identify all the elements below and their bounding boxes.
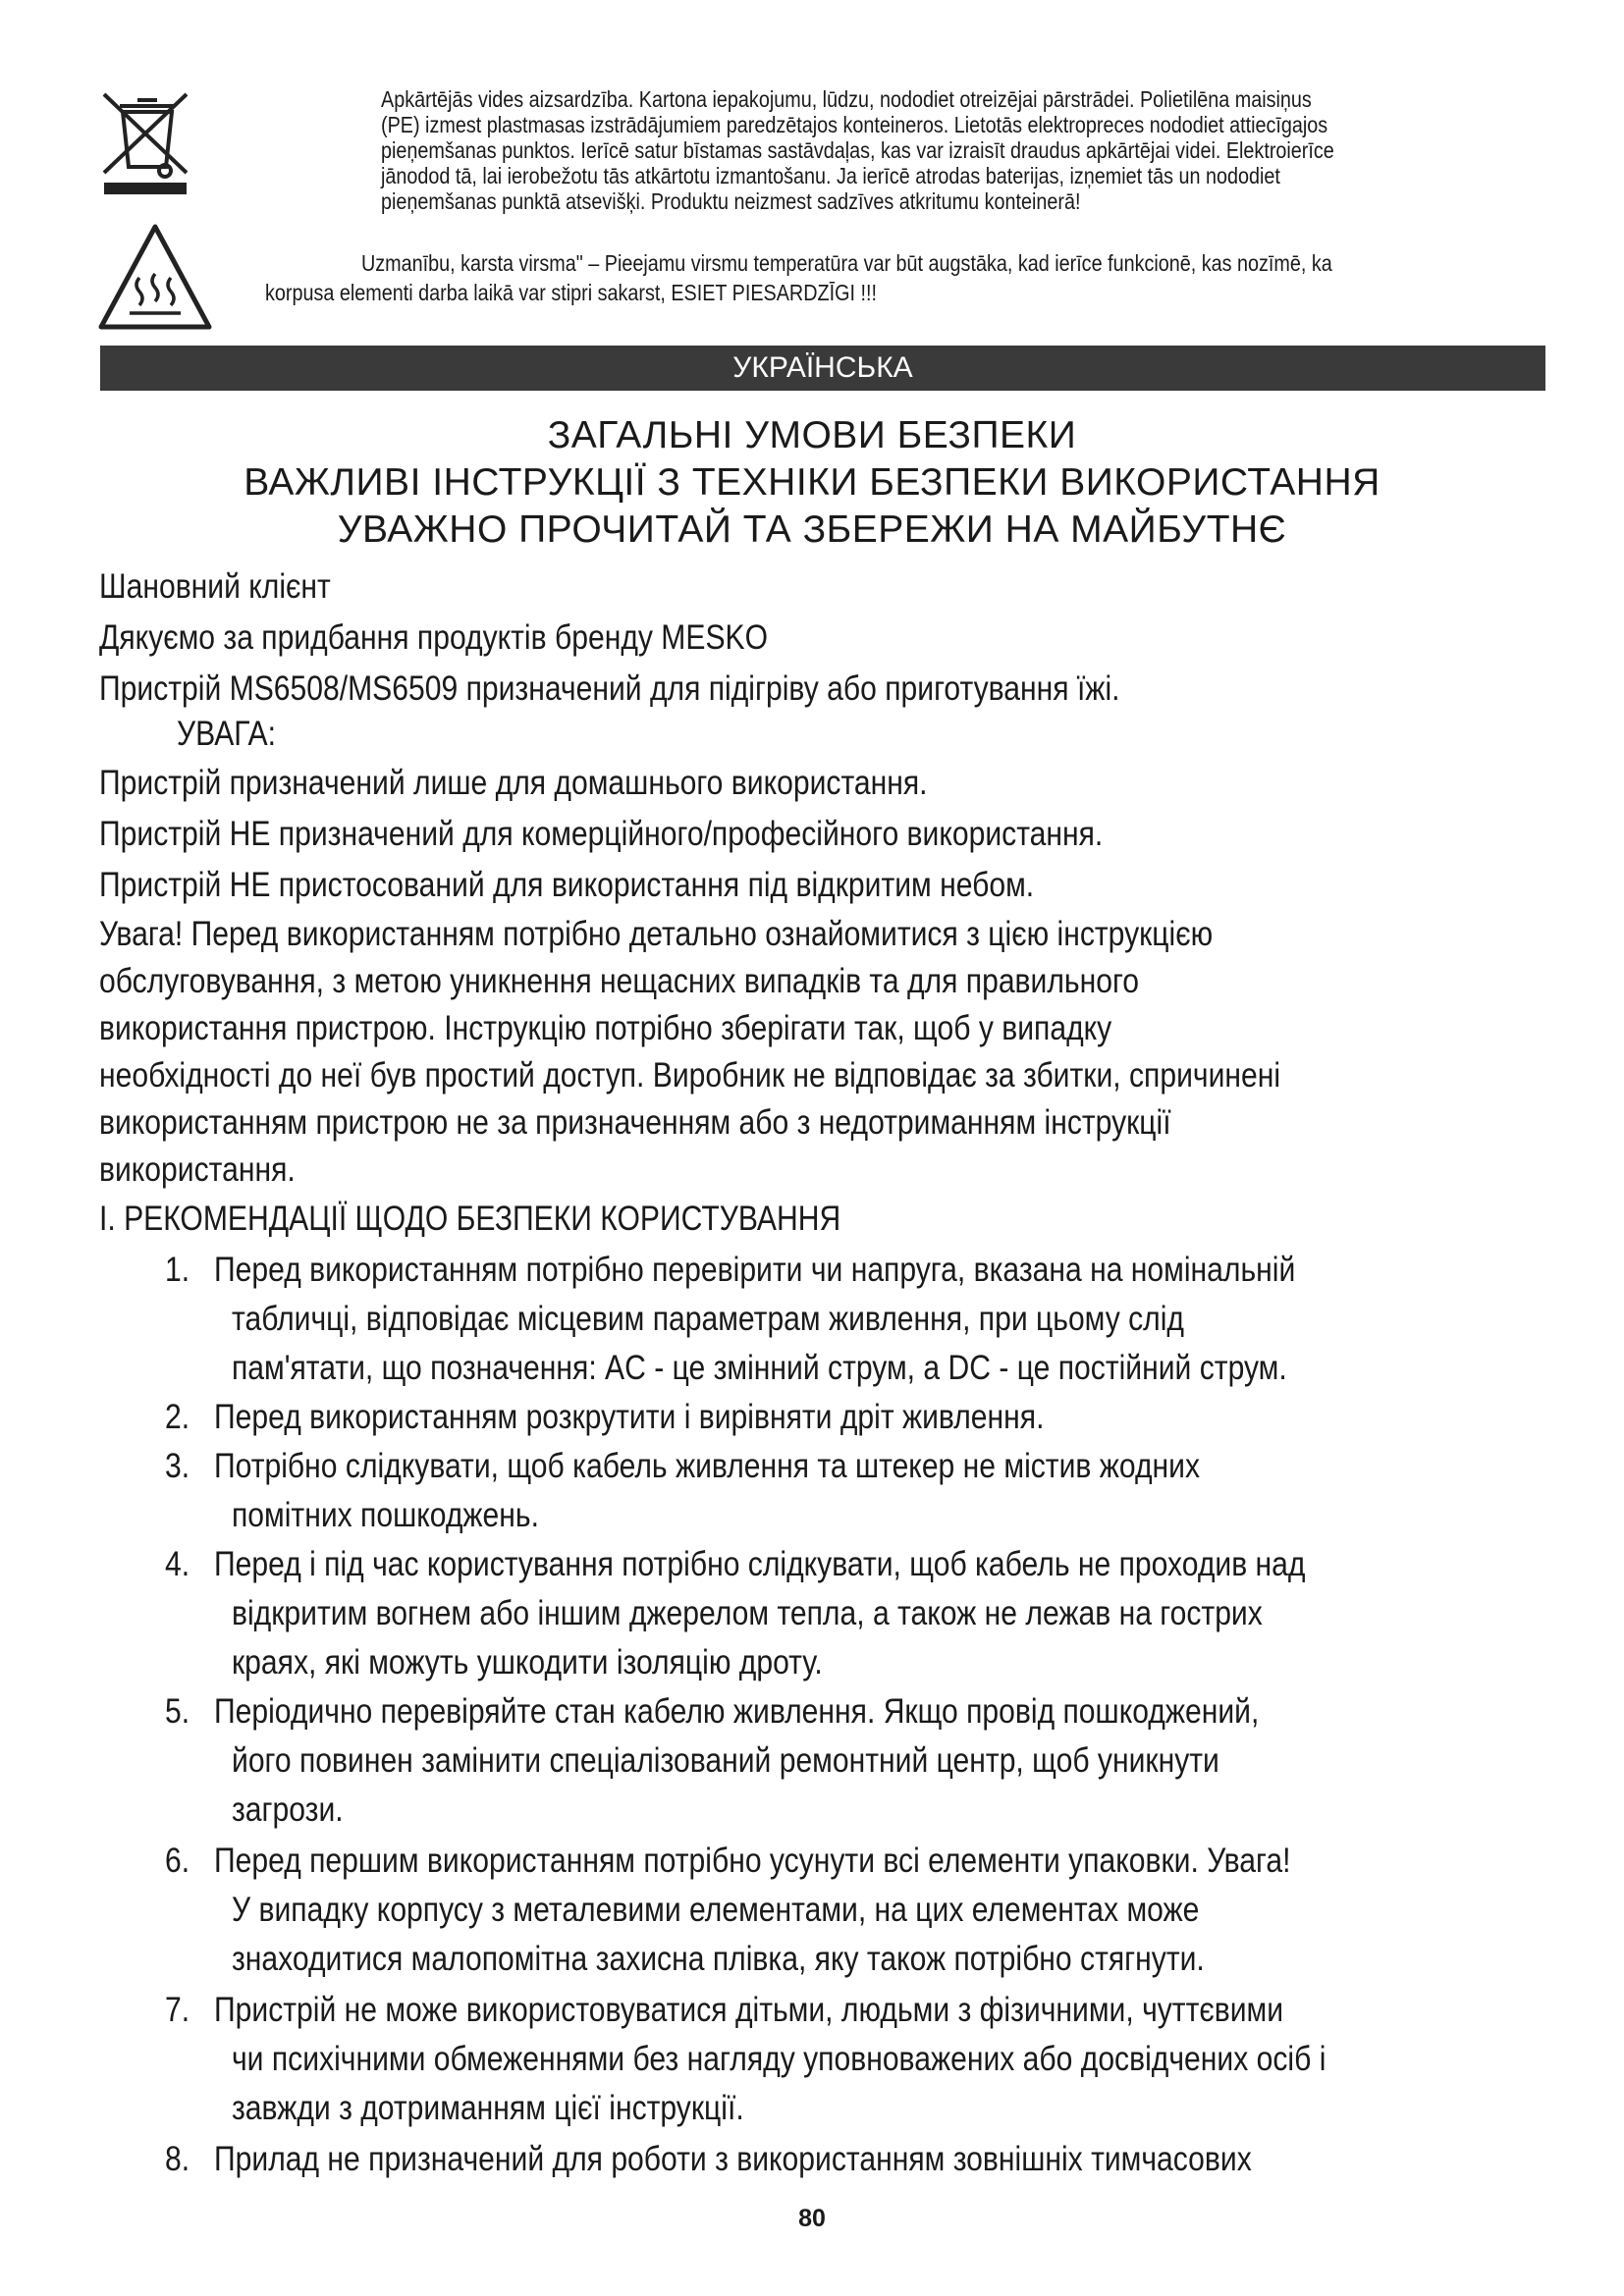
greeting: Шановний клієнт <box>99 567 331 606</box>
env-line: (PE) izmest plastmasas izstrādājumiem paredzētajos konteineros. Lietotās elektropreces nododiet attiecīgajos <box>381 112 1328 137</box>
title-line: ЗАГАЛЬНІ УМОВИ БЕЗПЕКИ <box>547 414 1077 456</box>
section-heading: I. РЕКОМЕНДАЦІЇ ЩОДО БЕЗПЕКИ КОРИСТУВАННЯ <box>99 1200 841 1238</box>
item-line: Перед використанням потрібно перевірити чи напруга, вказана на номінальній <box>214 1251 1296 1289</box>
item-line: Прилад не призначений для роботи з використанням зовнішніх тимчасових <box>214 2140 1252 2178</box>
warning-line: використання. <box>99 1150 296 1189</box>
attention-label: УВАГА: <box>177 715 277 753</box>
env-line: pieņemšanas punktā atsevišķi. Produktu neizmest sadzīves atkritumu konteinerā! <box>381 188 1081 214</box>
crossed-out-bin-icon <box>98 90 196 198</box>
home-use-line: Пристрій призначений лише для домашнього використання. <box>99 764 928 802</box>
item-line: помітних пошкоджень. <box>232 1496 539 1534</box>
not-commercial-line: Пристрій НЕ призначений для комерційного/професійного використання. <box>99 815 1104 853</box>
language-section-bar: УКРАЇНСЬКА <box>100 346 1545 391</box>
warning-line: обслуговування, з метою уникнення нещасних випадків та для правильного <box>99 962 1140 1000</box>
title-line: ВАЖЛИВІ ІНСТРУКЦІЇ З ТЕХНІКИ БЕЗПЕКИ ВИКОРИСТАННЯ <box>244 461 1380 504</box>
not-outdoor-line: Пристрій НЕ пристосований для використання під відкритим небом. <box>99 866 1035 904</box>
item-line: його повинен замінити спеціалізований ремонтний центр, щоб уникнути <box>232 1741 1219 1780</box>
item-line: чи психічними обмеженнями без нагляду уповноважених або досвідчених осіб і <box>232 2040 1326 2078</box>
hot-surface-notice-line2: korpusa elementi darba laikā var stipri sakarst, ESIET PIESARDZĪGI !!! <box>265 280 877 305</box>
item-line: Перед використанням розкрутити і вирівняти дріт живлення. <box>214 1398 1045 1436</box>
env-line: jānodod tā, lai ierobežotu tās atkārtotu izmantošanu. Ja ierīcē atrodas baterijas, izņemiet tās un nododiet <box>381 163 1280 188</box>
env-line: pieņemšanas punktos. Ierīcē satur bīstamas sastāvdaļas, kas var izraisīt draudus apkārtējai videi. Elektroierīce <box>381 137 1334 163</box>
item-number: 7. <box>165 1991 190 2029</box>
warning-line: необхідності до неї був простий доступ. Виробник не відповідає за збитки, спричинені <box>99 1056 1281 1095</box>
item-line: пам'ятати, що позначення: AC - це змінний струм, а DC - це постійний струм. <box>232 1349 1287 1387</box>
item-line: Потрібно слідкувати, щоб кабель живлення та штекер не містив жодних <box>214 1447 1201 1485</box>
item-number: 1. <box>165 1251 190 1289</box>
item-line: знаходитися малопомітна захисна плівка, яку також потрібно стягнути. <box>232 1940 1205 1978</box>
item-line: загрози. <box>232 1790 344 1829</box>
hot-surface-warning-icon <box>96 221 214 334</box>
item-line: відкритим вогнем або іншим джерелом тепла, а також не лежав на гострих <box>232 1594 1263 1632</box>
item-number: 2. <box>165 1398 190 1436</box>
item-line: Перед першим використанням потрібно усунути всі елементи упаковки. Увага! <box>214 1842 1291 1880</box>
item-number: 8. <box>165 2140 190 2178</box>
item-number: 4. <box>165 1545 190 1583</box>
warning-line: використання пристрою. Інструкцію потрібно зберігати так, щоб у випадку <box>99 1009 1112 1047</box>
item-line: Пристрій не може використовуватися дітьми, людьми з фізичними, чуттєвими <box>214 1991 1284 2029</box>
item-line: краях, які можуть ушкодити ізоляцію дроту. <box>232 1643 823 1682</box>
environment-notice <box>381 86 1394 214</box>
page-number: 80 <box>798 2205 826 2232</box>
item-line: завжди з дотриманням цієї інструкції. <box>232 2089 744 2127</box>
purpose-line: Пристрій MS6508/MS6509 призначений для підігріву або приготування їжі. <box>99 669 1120 708</box>
safety-titles <box>0 412 1624 554</box>
item-line: Періодично перевіряйте стан кабелю живлення. Якщо провід пошкоджений, <box>214 1692 1260 1731</box>
item-number: 6. <box>165 1842 190 1880</box>
warning-line: Увага! Перед використанням потрібно детально ознайомитися з цією інструкцією <box>99 915 1214 953</box>
item-line: У випадку корпусу з металевими елементами, на цих елементах може <box>232 1891 1200 1929</box>
env-line: Apkārtējās vides aizsardzība. Kartona iepakojumu, lūdzu, nododiet otreizējai pārstrādei. Polietilēna maisiņus <box>381 86 1312 112</box>
item-number: 5. <box>165 1692 190 1731</box>
thanks-line: Дякуємо за придбання продуктів бренду MESKO <box>99 618 769 657</box>
item-line: табличці, відповідає місцевим параметрам живлення, при цьому слід <box>232 1300 1184 1338</box>
item-number: 3. <box>165 1447 190 1485</box>
item-line: Перед і під час користування потрібно слідкувати, щоб кабель не проходив над <box>214 1545 1306 1583</box>
hot-surface-notice-line1: Uzmanību, karsta virsma" – Pieejamu virsmu temperatūra var būt augstāka, kad ierīce funkcionē, kas nozīmē, ka <box>361 250 1332 276</box>
title-line: УВАЖНО ПРОЧИТАЙ ТА ЗБЕРЕЖИ НА МАЙБУТНЄ <box>337 508 1287 551</box>
warning-line: використанням пристрою не за призначенням або з недотриманням інструкції <box>99 1103 1171 1142</box>
